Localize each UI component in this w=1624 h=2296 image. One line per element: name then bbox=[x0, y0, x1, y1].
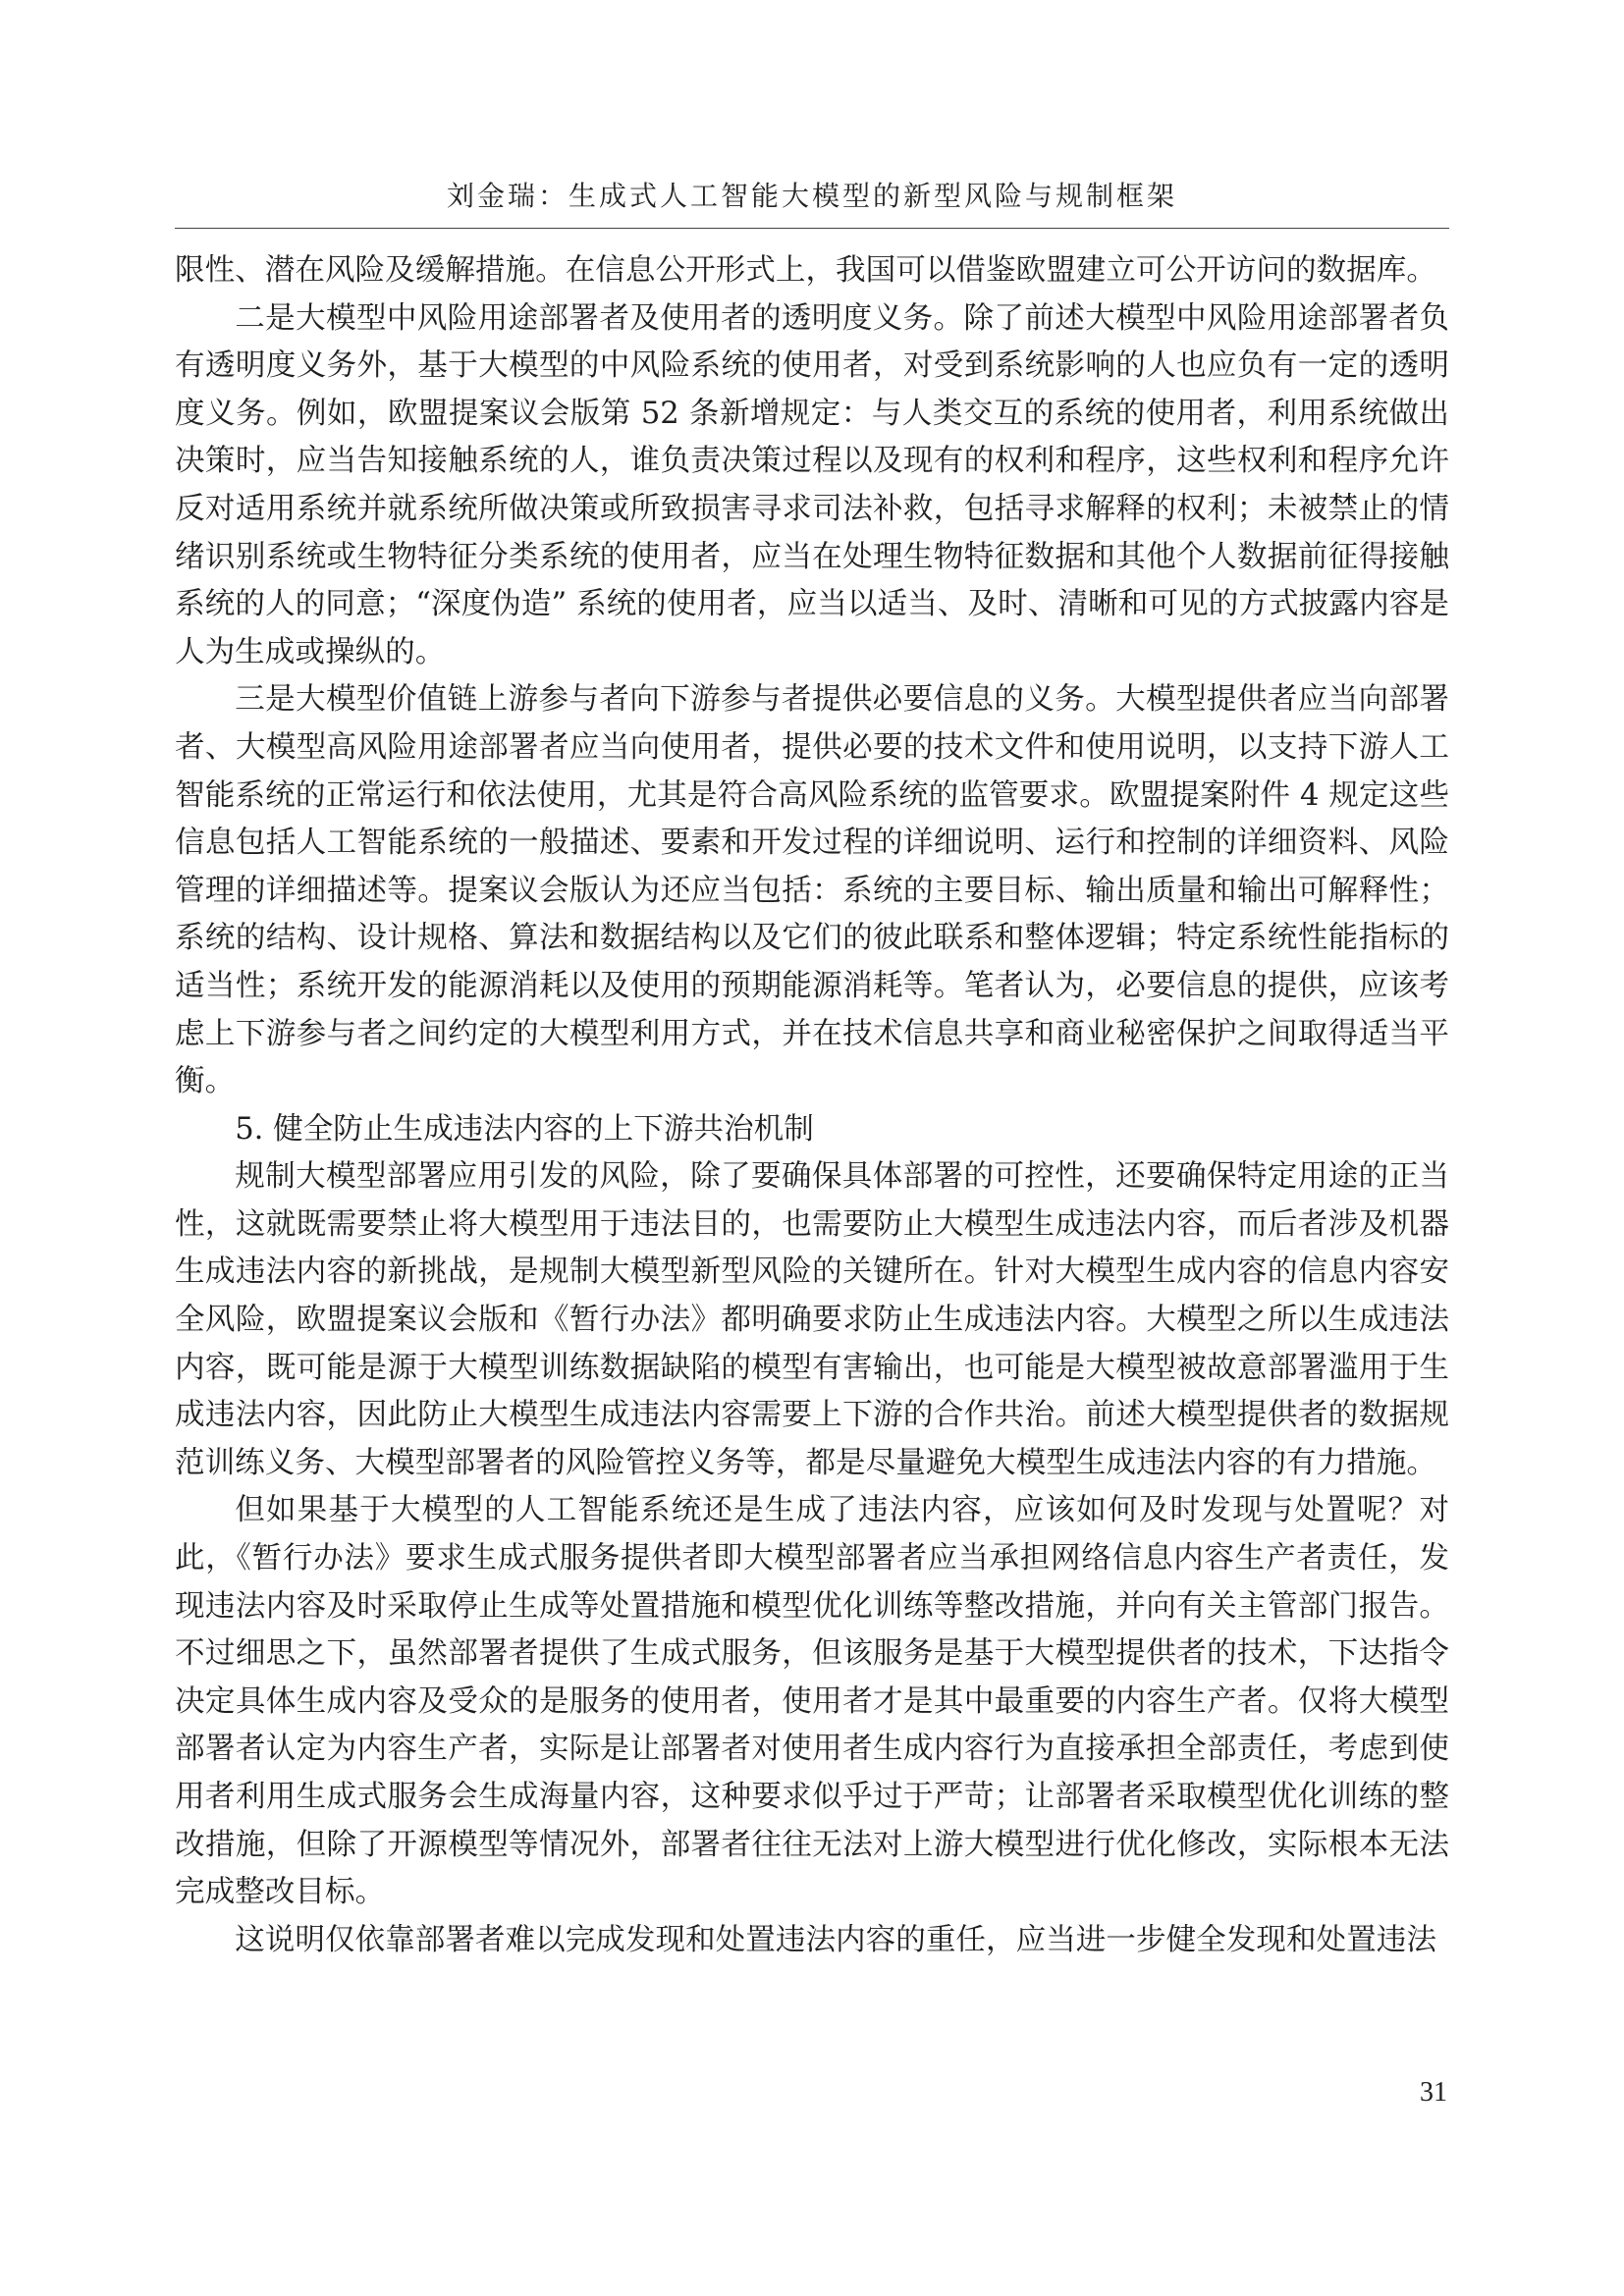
section-heading: 5. 健全防止生成违法内容的上下游共治机制 bbox=[235, 1111, 814, 1147]
paragraph-continued: 限性、潜在风险及缓解措施。在信息公开形式上，我国可以借鉴欧盟建立可公开访问的数据库。 bbox=[175, 253, 1436, 288]
paragraph: 二是大模型中风险用途部署者及使用者的透明度义务。除了前述大模型中风险用途部署者负有透明度义务外，基于大模型的中风险系统的使用者，对受到系统影响的人也应负有一定的透明度义务。例如，欧盟提案议会版第 52 条新增规定：与人类交互的系统的使用者，利用系统做出决策时，应当告知接触系统的人，谁负责决策过程以及现有的权利和程序，这些权利和程序允许反对适用系统并就系统所做决策或所致损害寻求司法补救，包括寻求解释的权利；未被禁止的情绪识别系统或生物特征分类系统的使用者，应当在处理生物特征数据和其他个人数据前征得接触系统的人的同意；“深度伪造” 系统的使用者，应当以适当、及时、清晰和可见的方式披露内容是人为生成或操纵的。 bbox=[175, 300, 1449, 669]
page-number: 31 bbox=[1420, 2077, 1447, 2108]
paragraph: 这说明仅依靠部署者难以完成发现和处置违法内容的重任，应当进一步健全发现和处置违法 bbox=[235, 1922, 1436, 1957]
running-header: 刘金瑞：生成式人工智能大模型的新型风险与规制框架 bbox=[446, 180, 1177, 212]
header-rule bbox=[175, 228, 1449, 229]
paragraph: 但如果基于大模型的人工智能系统还是生成了违法内容，应该如何及时发现与处置呢？对此，《暂行办法》要求生成式服务提供者即大模型部署者应当承担网络信息内容生产者责任，发现违法内容及时采取停止生成等处置措施和模型优化训练等整改措施，并向有关主管部门报告。不过细思之下，虽然部署者提供了生成式服务，但该服务是基于大模型提供者的技术，下达指令决定具体生成内容及受众的是服务的使用者，使用者才是其中最重要的内容生产者。仅将大模型部署者认定为内容生产者，实际是让部署者对使用者生成内容行为直接承担全部责任，考虑到使用者利用生成式服务会生成海量内容，这种要求似乎过于严苛；让部署者采取模型优化训练的整改措施，但除了开源模型等情况外，部署者往往无法对上游大模型进行优化修改，实际根本无法完成整改目标。 bbox=[175, 1493, 1449, 1910]
body-text bbox=[175, 247, 1449, 1964]
paragraph: 规制大模型部署应用引发的风险，除了要确保具体部署的可控性，还要确保特定用途的正当性，这就既需要禁止将大模型用于违法目的，也需要防止大模型生成违法内容，而后者涉及机器生成违法内容的新挑战，是规制大模型新型风险的关键所在。针对大模型生成内容的信息内容安全风险，欧盟提案议会版和《暂行办法》都明确要求防止生成违法内容。大模型之所以生成违法内容，既可能是源于大模型训练数据缺陷的模型有害输出，也可能是大模型被故意部署滥用于生成违法内容，因此防止大模型生成违法内容需要上下游的合作共治。前述大模型提供者的数据规范训练义务、大模型部署者的风险管控义务等，都是尽量避免大模型生成违法内容的有力措施。 bbox=[175, 1159, 1449, 1480]
paragraph: 三是大模型价值链上游参与者向下游参与者提供必要信息的义务。大模型提供者应当向部署者、大模型高风险用途部署者应当向使用者，提供必要的技术文件和使用说明，以支持下游人工智能系统的正常运行和依法使用，尤其是符合高风险系统的监管要求。欧盟提案附件 4 规定这些信息包括人工智能系统的一般描述、要素和开发过程的详细说明、运行和控制的详细资料、风险管理的详细描述等。提案议会版认为还应当包括：系统的主要目标、输出质量和输出可解释性；系统的结构、设计规格、算法和数据结构以及它们的彼此联系和整体逻辑；特定系统性能指标的适当性；系统开发的能源消耗以及使用的预期能源消耗等。笔者认为，必要信息的提供，应该考虑上下游参与者之间约定的大模型利用方式，并在技术信息共享和商业秘密保护之间取得适当平衡。 bbox=[175, 682, 1449, 1099]
